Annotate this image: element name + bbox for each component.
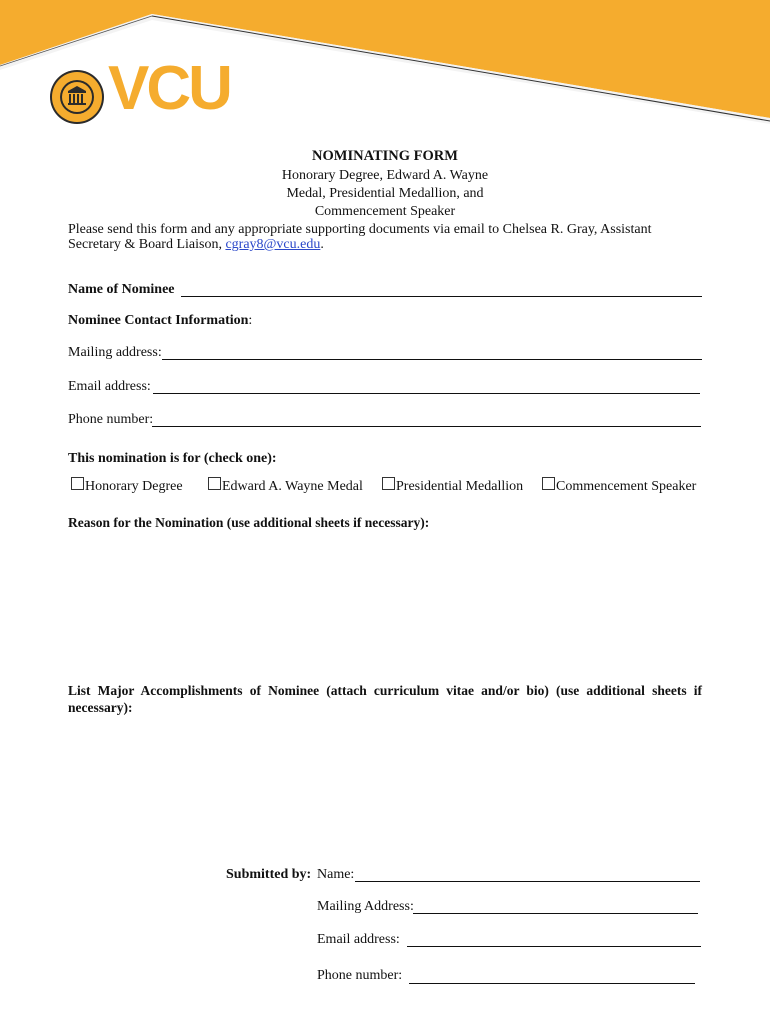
submitted-by-label: Submitted by: xyxy=(226,867,312,882)
nomination-heading: This nomination is for (check one): xyxy=(68,451,277,466)
reason-text-area[interactable] xyxy=(68,536,702,666)
form-title: NOMINATING FORM xyxy=(312,148,458,164)
submitter-phone-label: Phone number: xyxy=(317,968,403,983)
option-honorary-degree-label: Honorary Degree xyxy=(85,479,183,494)
nominee-name-label: Name of Nominee xyxy=(68,282,175,297)
subtitle-line: Honorary Degree, Edward A. Wayne xyxy=(281,168,489,183)
instructions-period: . xyxy=(320,237,324,252)
email-address-label: Email address: xyxy=(68,379,151,394)
accomplishments-text-area[interactable] xyxy=(68,720,702,860)
instructions-line xyxy=(68,237,708,252)
phone-number-label: Phone number: xyxy=(68,412,154,427)
submitter-email-label: Email address: xyxy=(317,932,400,947)
instructions xyxy=(68,222,708,252)
email-link[interactable]: cgray8@vcu.edu xyxy=(225,237,321,252)
contact-heading xyxy=(68,313,252,329)
university-seal-icon xyxy=(49,69,105,125)
reason-heading: Reason for the Nomination (use additional sheets if necessary): xyxy=(68,515,430,530)
checkbox-presidential-medallion[interactable] xyxy=(382,477,395,490)
instructions-line: Please send this form and any appropriate supporting documents via email to Chelsea R. Gray, Assistant xyxy=(68,222,652,237)
checkbox-commencement-speaker[interactable] xyxy=(542,477,555,490)
option-presidential-medallion-label: Presidential Medallion xyxy=(396,479,524,494)
submitter-mailing-label: Mailing Address: xyxy=(317,899,414,914)
accomplishments-heading: List Major Accomplishments of Nominee (attach curriculum vitae and/or bio) (use additional sheets if necessary): xyxy=(68,683,702,715)
submitter-phone-field[interactable] xyxy=(409,983,695,984)
checkbox-honorary-degree[interactable] xyxy=(71,477,84,490)
submitter-email-field[interactable] xyxy=(407,946,701,947)
mailing-address-label: Mailing address: xyxy=(68,345,162,360)
checkbox-wayne-medal[interactable] xyxy=(208,477,221,490)
mailing-address-field[interactable] xyxy=(162,359,702,360)
instructions-text: Secretary & Board Liaison, xyxy=(68,237,226,252)
option-wayne-medal-label: Edward A. Wayne Medal xyxy=(222,479,363,494)
contact-heading-colon: : xyxy=(248,313,253,328)
vcu-logo: VCU xyxy=(108,54,230,123)
submitter-name-field[interactable] xyxy=(355,881,700,882)
submitter-mailing-field[interactable] xyxy=(413,913,698,914)
phone-number-field[interactable] xyxy=(152,426,701,427)
subtitle-line: Medal, Presidential Medallion, and xyxy=(286,186,484,201)
email-address-field[interactable] xyxy=(153,393,700,394)
subtitle-line: Commencement Speaker xyxy=(314,204,456,219)
contact-heading-text: Nominee Contact Information xyxy=(68,313,249,328)
nominee-name-field[interactable] xyxy=(181,296,702,297)
option-commencement-speaker-label: Commencement Speaker xyxy=(556,479,697,494)
submitter-name-label: Name: xyxy=(317,867,355,882)
form-subtitle xyxy=(0,167,770,221)
